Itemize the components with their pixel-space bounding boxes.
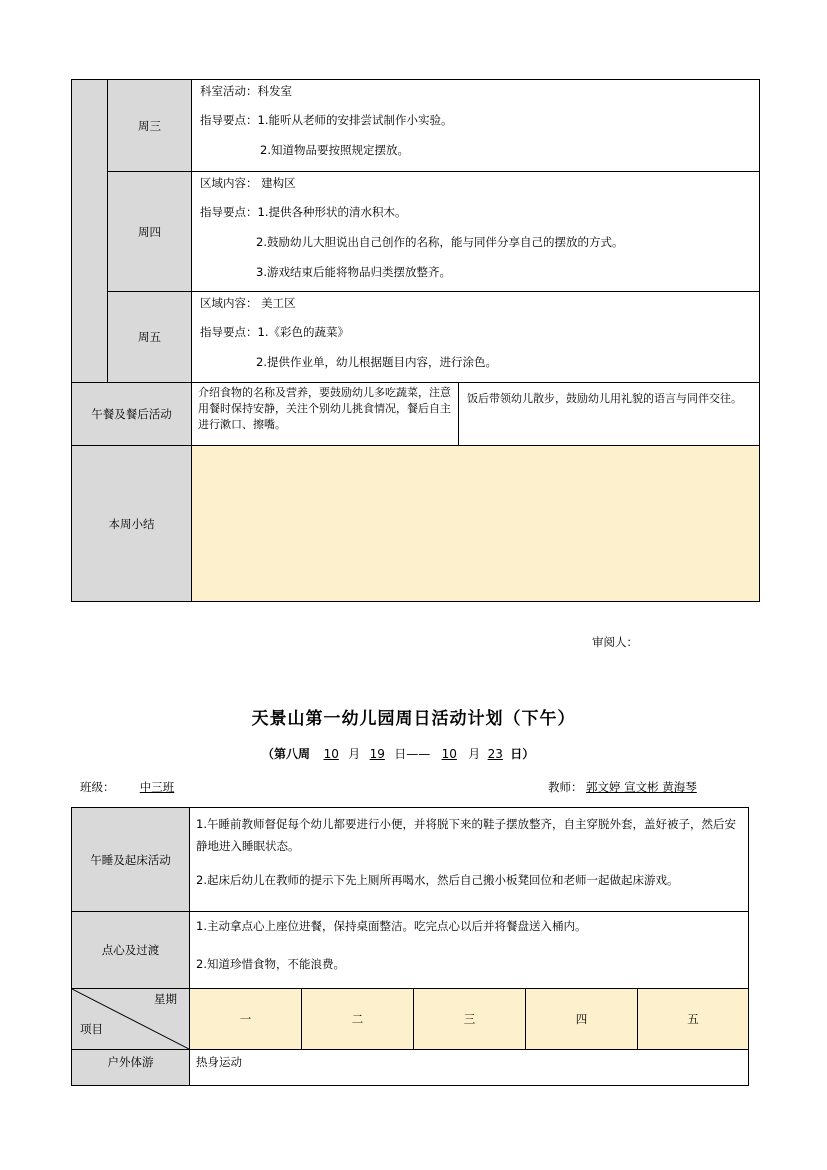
wed-line-2: 指导要点：1.能听从老师的安排尝试制作小实验。 xyxy=(200,113,453,127)
lunch-left-cell xyxy=(191,382,459,446)
nap-label: 午睡及起床活动 xyxy=(90,852,171,867)
header-day-wed-label: 三 xyxy=(463,1012,476,1026)
fri-line-3: 2.提供作业单，幼儿根据题目内容，进行涂色。 xyxy=(256,355,497,369)
nap-label-cell xyxy=(71,807,190,912)
lunch-left-text: 介绍食物的名称及营养，要鼓励幼儿多吃蔬菜，注意用餐时保持安静，关注个别幼儿挑食情况，餐后自主进行漱口、擦嘴。 xyxy=(198,386,451,431)
wed-line-3: 2.知道物品要按照规定摆放。 xyxy=(260,143,409,157)
week-yue-1: 月 xyxy=(348,747,361,761)
summary-label-cell xyxy=(71,445,192,602)
lunch-label: 午餐及餐后活动 xyxy=(91,407,172,421)
top-table-left-strip xyxy=(71,79,108,383)
header-day-mon-label: 一 xyxy=(239,1012,252,1026)
reviewer-label: 审阅人： xyxy=(592,635,638,649)
week-ri-dash: 日—— xyxy=(394,747,431,761)
weekday-fri-cell xyxy=(107,291,192,383)
week-end-day: 23 xyxy=(487,747,503,761)
header-day-fri xyxy=(637,988,749,1050)
wed-line-1: 科室活动：科发室 xyxy=(200,84,292,98)
summary-label: 本周小结 xyxy=(108,516,155,531)
snack-paragraph-2: 2.知道珍惜食物，不能浪费。 xyxy=(196,957,345,971)
lunch-right-text: 饭后带领幼儿散步，鼓励幼儿用礼貌的语言与同伴交往。 xyxy=(467,392,742,405)
header-diagonal-cell xyxy=(71,988,190,1050)
snack-label-cell xyxy=(71,911,190,989)
weekday-thu-cell xyxy=(107,171,192,292)
thu-line-2: 指导要点：1.提供各种形状的清水积木。 xyxy=(200,205,407,219)
teacher-label: 教师： xyxy=(548,780,583,794)
weekday-wed-cell xyxy=(107,79,192,172)
header-day-mon xyxy=(189,988,302,1050)
week-end-month: 10 xyxy=(441,747,457,761)
thu-line-3: 2.鼓励幼儿大胆说出自己创作的名称，能与同伴分享自己的摆放的方式。 xyxy=(256,235,624,249)
week-ri-end: 日） xyxy=(510,747,535,761)
thu-content-cell xyxy=(191,171,760,292)
nap-paragraph-1: 1.午睡前教师督促每个幼儿都要进行小便，并将脱下来的鞋子摆放整齐，自主穿脱外套，盖好被子，然后安静地进入睡眠状态。 xyxy=(196,817,736,853)
lunch-label-cell xyxy=(71,382,192,446)
lunch-right-cell xyxy=(458,382,760,446)
week-range xyxy=(262,745,534,762)
weekday-wed-label: 周三 xyxy=(138,118,161,133)
outdoor-label: 户外体游 xyxy=(107,1055,154,1069)
nap-content-cell xyxy=(189,807,749,912)
teacher-value: 郭文婷 宣文彬 黄海琴 xyxy=(586,780,697,794)
header-item-label: 项目 xyxy=(80,1022,103,1036)
weekday-fri-label: 周五 xyxy=(138,330,161,344)
fri-content-cell xyxy=(191,291,760,383)
class-label: 班级： xyxy=(80,780,115,794)
summary-content-cell[interactable] xyxy=(191,445,760,602)
page-title-text: 天景山第一幼儿园周日活动计划（下午） xyxy=(251,709,576,729)
snack-paragraph-1: 1.主动拿点心上座位进餐，保持桌面整洁。吃完点心以后并将餐盘送入桶内。 xyxy=(196,919,587,933)
weekday-thu-label: 周四 xyxy=(138,224,161,239)
fri-line-2: 指导要点：1.《彩色的蔬菜》 xyxy=(200,325,349,339)
outdoor-content-cell xyxy=(189,1049,749,1086)
week-yue-2: 月 xyxy=(468,747,481,761)
fri-line-1: 区域内容： 美工区 xyxy=(200,296,296,310)
header-day-wed xyxy=(413,988,526,1050)
week-prefix: （第八周 xyxy=(262,747,311,761)
header-day-tue-label: 二 xyxy=(351,1012,364,1026)
wed-content-cell xyxy=(191,79,760,172)
outdoor-value: 热身运动 xyxy=(196,1055,242,1069)
header-weekday-label: 星期 xyxy=(154,992,177,1006)
header-day-thu xyxy=(525,988,638,1050)
class-value: 中三班 xyxy=(139,780,175,794)
page-title xyxy=(0,704,827,729)
week-start-day: 19 xyxy=(369,747,385,761)
thu-line-1: 区域内容： 建构区 xyxy=(200,176,296,190)
snack-content-cell xyxy=(189,911,749,989)
snack-label: 点心及过渡 xyxy=(101,943,160,957)
outdoor-label-cell xyxy=(71,1049,190,1086)
header-day-tue xyxy=(301,988,414,1050)
thu-line-4: 3.游戏结束后能将物品归类摆放整齐。 xyxy=(256,265,451,279)
nap-paragraph-2: 2.起床后幼儿在教师的提示下先上厕所再喝水，然后自己搬小板凳回位和老师一起做起床游戏。 xyxy=(196,873,679,887)
header-day-thu-label: 四 xyxy=(575,1012,588,1026)
week-start-month: 10 xyxy=(323,747,339,761)
header-day-fri-label: 五 xyxy=(687,1012,699,1026)
